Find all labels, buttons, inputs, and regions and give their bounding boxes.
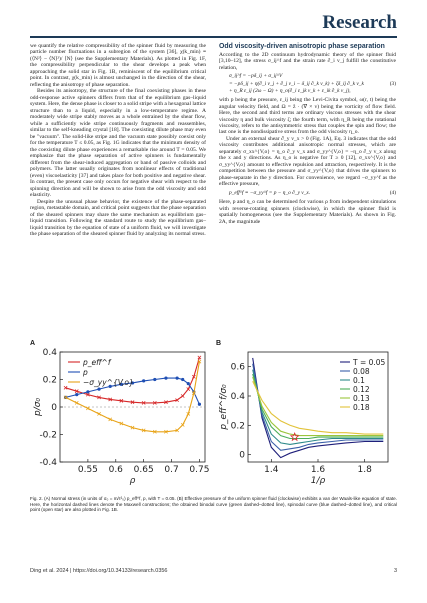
panel-a-data-point xyxy=(97,388,100,391)
panel-b-legend-label: 0.18 xyxy=(353,403,370,412)
panel-a-xtick-label: 0.55 xyxy=(77,465,98,475)
panel-a-data-point xyxy=(181,378,184,381)
panel-a-ylabel: p/σ₀ xyxy=(33,397,43,417)
header-rule xyxy=(30,36,397,38)
panel-b-ytick-label: 0 xyxy=(239,450,245,461)
equation-3 xyxy=(219,73,396,95)
right-paragraph-3: Under an external shear ∂_y v_x > 0 (Fig. 1A), Eq. 3 indicates that the odd viscosity contributes additional anisotropic normal stresses, which are separately σ_xx^{V,o} = η_o ∂_y v_x and σ_yy^{V,o} = −η_o ∂_y v_x along the x and y directions. As η_o is negative for T ≥ 0 [12], σ_xx^{V,o} and σ_yy^{V,o} amount to effective repulsion and attraction, respectively. It is the competition between the pressure and σ_yy^{V,o} that drives the spinners to phase-separate in the y direction. For convenience, we regard −σ_yy^f as the effective pressure, xyxy=(219,135,396,188)
panel-a-xtick-label: 0.7 xyxy=(164,465,179,475)
left-paragraph-1: we quantify the relative compressibility of the spinner fluid by measuring the particle number fluctuations in a subregion of the system [36], χ(k_min) ≡ (⟨N²⟩ − ⟨N⟩²)/ ⟨N⟩ (see the Supplementary Materials). As plotted in Fig. 1F, the compressibility perpendicular to the shear develops a peak when approaching the solid star in Fig. 1B, reminiscent of the equilibrium critical point. In contrast, χ(k_min) is almost unchanged in the direction of the shear, reflecting the anisotropy of phase separation. xyxy=(30,43,206,88)
right-paragraph-4: Here, p and η_o can be determined for various ρ from independent simulations with reverse-rotating spinners (clockwise), in which the spinner fluid is spatially homogeneous (see the Supplementary Materials). As shown in Fig. 2A, the magnitude xyxy=(219,199,396,225)
panel-a-ytick-label: -0.4 xyxy=(39,458,57,468)
chart-panel-b xyxy=(218,344,398,494)
left-paragraph-3: Despite the unusual phase behavior, the existence of the phase-separated region, metastable domain, and critical point suggests that the phase separation of the sheared spinners may share the same mechanism as equilibrium gas–liquid transition. Following the standard route to study the equilibrium gas–liquid transition by the equation of state of a uniform fluid, we will investigate the phase separation of the sheared spinner fluid by analyzing its normal stress. xyxy=(30,198,206,238)
panel-a-data-point xyxy=(164,377,167,380)
panel-b-ytick-label: 0.2 xyxy=(230,421,245,432)
panel-a-data-point xyxy=(181,394,184,397)
panel-b-ytick-label: 0.4 xyxy=(230,392,245,402)
page-footer xyxy=(30,568,397,574)
panel-a-ytick-label: 0.4 xyxy=(42,348,57,358)
panel-b-ytick-label: 0.6 xyxy=(230,362,245,373)
panel-a-xlabel: ρ xyxy=(129,476,136,486)
panel-a-data-point xyxy=(142,379,145,382)
panel-a-legend-label: −σ_yy^{V,o} xyxy=(83,378,134,387)
eq3-number: (3) xyxy=(389,80,396,87)
right-column xyxy=(219,43,396,225)
panel-a-data-point xyxy=(86,390,89,393)
panel-b-legend-label: T = 0.05 xyxy=(353,358,386,367)
panel-b-label: B xyxy=(216,340,222,347)
footer-citation: Ding et al. 2024 | https://doi.org/10.34133/research.0356 xyxy=(30,568,168,574)
equation-4 xyxy=(219,190,396,197)
panel-b-xtick-label: 1.4 xyxy=(264,465,279,475)
eq4-body: p_eff^f ≡ −σ_yy^f = p − η_o ∂_y v_x. xyxy=(229,189,311,196)
right-paragraph-1: According to the 2D continuum hydrodynamic theory of the spinner fluid [3,10–12], the stress σ_ij^f and the strain rate ∂_i v_j fulfill the constitutive relation, xyxy=(219,52,396,71)
panel-a-ytick-label: 0 xyxy=(51,403,57,413)
eq4-number: (4) xyxy=(389,189,396,196)
page-header xyxy=(0,0,427,42)
panel-a-legend-label: p_eff^f xyxy=(83,358,111,367)
page-number: 3 xyxy=(393,568,397,574)
panel-b-legend-label: 0.1 xyxy=(353,376,365,385)
section-heading: Odd viscosity-driven anisotropic phase separation xyxy=(219,43,385,50)
panel-a-xtick-label: 0.6 xyxy=(108,465,123,475)
panel-b-ylabel: p_eff^f/σ₀ xyxy=(219,384,229,430)
panel-a-data-point xyxy=(198,403,201,406)
left-column xyxy=(30,43,206,238)
panel-b-xtick-label: 1.6 xyxy=(310,465,326,475)
panel-a-ytick-label: -0.2 xyxy=(39,430,57,441)
journal-title: Research xyxy=(322,12,397,33)
eq3-line-3: + η_R ε_ij (2ω − Ω) + η_o(∂_i ε_jk v_k + ε_ik ∂_k v_j), xyxy=(229,87,351,94)
panel-a-ytick-label: 0.2 xyxy=(42,375,57,386)
figure-2 xyxy=(30,340,397,486)
panel-b-xtick-label: 1.8 xyxy=(357,465,372,475)
panel-a-label: A xyxy=(30,340,36,347)
panel-a-xtick-label: 0.65 xyxy=(133,465,154,475)
eq3-line-1: σ_ij^f = −pδ_ij + σ_ij^V xyxy=(229,73,283,80)
figure-caption: Fig. 2. (A) Normal stress (in units of σ₀ = m/τ²₀) p_eff^f, p, with T = 0.05. (B) Effective pressure of the uniform spinner fluid (clockwise) exhibits a van der Waals-like equation of state. Here, the horizontal dashed lines denote the Maxwell constructions; the obtained binodal curve (green dashed–dotted line), spinodal curve (blue dashed–dotted line), and critical point (open star) are also plotted in Fig. 1B. xyxy=(30,496,397,513)
left-paragraph-2: Besides its anisotropy, the structure of the final coexisting phases in these odd-response active spinners differs from that of the equilibrium gas–liquid system. Here, the dense phase is closer to a solid stripe with a hexagonal lattice structure than to a liquid, especially in a low-temperature regime. A moderately wide stripe stably moves as a whole entrained by the shear flow, while a sufficiently wide stripe continuously fragments and reassembles, similar to the self-kneading crystal [18]. The coexisting dilute phase may even be "vacuum". The solid-like stripe and the vacuum state possibly coexist only for the temperature T ≤ 0.05, as Fig. 1G indicates that the minimum density of the coexisting dilute phase experiences a remarkable rise around T = 0.05. We emphasize that the phase separation of active spinners is fundamentally different from the shear-induced aggregation or band of passive colloids and polymers. The latter usually originates from nonlinear effects of traditional (even) viscoelasticity [37] and takes place for both positive and negative shear. In contrast, the present case only occurs for negative shear with respect to the spinning direction and will be shown to arise from the odd viscosity and odd elasticity. xyxy=(30,88,206,199)
panel-b-legend-label: 0.08 xyxy=(353,367,370,376)
panel-a-legend-label: p xyxy=(83,368,88,377)
eq3-line-2: = −pδ_ij + η(∂_i v_j + ∂_j v_i − δ_ij ∂_k v_k) + ζδ_ij ∂_k v_k xyxy=(229,80,364,87)
panel-a-xtick-label: 0.75 xyxy=(189,465,210,475)
right-paragraph-2: with p being the pressure, ε_ij being the Levi-Civita symbol, ω(r, t) being the angular velocity field, and Ω = ẑ · (∇ × v) being the vorticity of flow field. Here, the second and third terms are ordinary viscous stresses with the shear viscosity η and bulk viscosity ζ; the fourth term, with η_R being the rotational viscosity, refers to the antisymmetric stress that couples the spin and flow; the last one is the nondissipative stress from the odd viscosity η_o. xyxy=(219,97,396,136)
panel-a-data-point xyxy=(153,378,156,381)
panel-b-xlabel: 1/ρ xyxy=(310,476,326,486)
chart-panel-a xyxy=(32,344,212,494)
panel-a-data-point xyxy=(187,382,190,385)
panel-b-legend-label: 0.13 xyxy=(353,394,370,403)
panel-b-legend-label: 0.12 xyxy=(353,385,370,394)
panel-a-data-point xyxy=(75,393,78,396)
panel-a-data-point xyxy=(176,377,179,380)
